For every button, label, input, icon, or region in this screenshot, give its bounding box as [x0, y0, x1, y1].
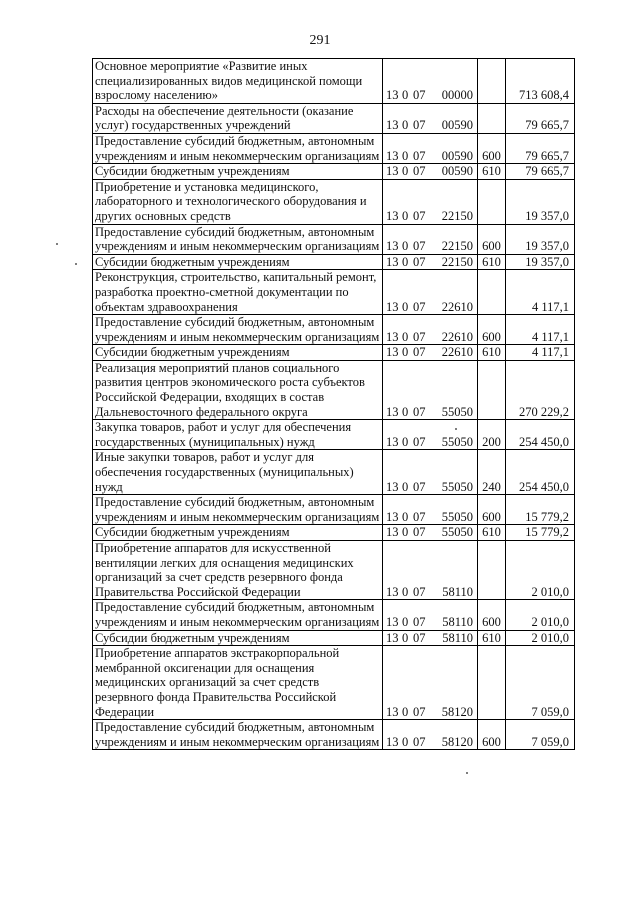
code-part: 0	[402, 118, 409, 133]
row-amount: 19 357,0	[506, 224, 575, 254]
code-part: 00590	[441, 148, 473, 163]
table-row	[93, 525, 575, 541]
code-part: 0	[402, 630, 409, 645]
table-row	[93, 224, 575, 254]
code-part: 07	[413, 164, 426, 179]
row-expense-type	[478, 270, 506, 315]
table-row	[93, 59, 575, 104]
code-part: 0	[402, 345, 409, 360]
row-expense-type: 600	[478, 600, 506, 630]
code-part: 0	[402, 208, 409, 223]
row-code	[383, 720, 478, 750]
row-expense-type: 600	[478, 224, 506, 254]
row-amount: 79 665,7	[506, 164, 575, 180]
code-part: 07	[413, 239, 426, 254]
code-part: 13	[386, 254, 399, 269]
row-expense-type: 610	[478, 164, 506, 180]
scan-speck	[75, 263, 77, 265]
code-part: 22150	[441, 239, 473, 254]
row-name: Иные закупки товаров, работ и услуг для обеспечения государственных (муниципальных) нужд	[93, 450, 383, 495]
code-part: 55050	[441, 479, 473, 494]
code-part: 07	[413, 630, 426, 645]
code-part: 58110	[442, 630, 473, 645]
code-part: 0	[402, 299, 409, 314]
row-expense-type: 610	[478, 254, 506, 270]
table-row	[93, 495, 575, 525]
code-part: 13	[386, 329, 399, 344]
row-amount: 15 779,2	[506, 495, 575, 525]
code-part: 07	[413, 614, 426, 629]
code-part: 55050	[441, 404, 473, 419]
row-code	[383, 103, 478, 133]
code-part: 07	[413, 434, 426, 449]
row-expense-type: 610	[478, 630, 506, 646]
row-code	[383, 495, 478, 525]
code-part: 13	[386, 614, 399, 629]
row-code	[383, 270, 478, 315]
row-code	[383, 420, 478, 450]
code-part: 07	[413, 734, 426, 749]
row-amount: 254 450,0	[506, 450, 575, 495]
row-code	[383, 600, 478, 630]
code-part: 0	[402, 584, 409, 599]
code-part: 13	[386, 704, 399, 719]
table-row	[93, 646, 575, 720]
code-part: 58110	[442, 614, 473, 629]
row-expense-type: 600	[478, 495, 506, 525]
row-amount: 2 010,0	[506, 630, 575, 646]
row-name: Субсидии бюджетным учреждениям	[93, 630, 383, 646]
row-name: Предоставление субсидий бюджетным, автономным учреждениям и иным некоммерческим организациям	[93, 133, 383, 163]
row-amount: 7 059,0	[506, 646, 575, 720]
row-name: Субсидии бюджетным учреждениям	[93, 254, 383, 270]
code-part: 58120	[441, 734, 473, 749]
code-part: 0	[402, 254, 409, 269]
code-part: 07	[413, 299, 426, 314]
row-name: Субсидии бюджетным учреждениям	[93, 345, 383, 361]
row-name: Предоставление субсидий бюджетным, автономным учреждениям и иным некоммерческим организациям	[93, 315, 383, 345]
row-code	[383, 541, 478, 600]
code-part: 13	[386, 148, 399, 163]
code-part: 13	[386, 734, 399, 749]
table-row	[93, 541, 575, 600]
code-part: 07	[413, 118, 426, 133]
code-part: 07	[413, 525, 426, 540]
code-part: 13	[386, 434, 399, 449]
table-row	[93, 315, 575, 345]
row-name: Субсидии бюджетным учреждениям	[93, 164, 383, 180]
code-part: 00590	[441, 164, 473, 179]
code-part: 55050	[441, 509, 473, 524]
code-part: 07	[413, 329, 426, 344]
code-part: 0	[402, 525, 409, 540]
row-name: Субсидии бюджетным учреждениям	[93, 525, 383, 541]
code-part: 13	[386, 345, 399, 360]
row-name: Приобретение аппаратов для искусственной вентиляции легких для оснащения медицинских организаций за счет средств резервного фонда Правительства Российской Федерации	[93, 541, 383, 600]
code-part: 0	[402, 614, 409, 629]
code-part: 13	[386, 525, 399, 540]
code-part: 0	[402, 734, 409, 749]
table-row	[93, 164, 575, 180]
code-part: 22610	[441, 345, 473, 360]
row-code	[383, 179, 478, 224]
row-code	[383, 646, 478, 720]
row-expense-type: 200	[478, 420, 506, 450]
row-name: Расходы на обеспечение деятельности (оказание услуг) государственных учреждений	[93, 103, 383, 133]
row-amount: 79 665,7	[506, 133, 575, 163]
code-part: 13	[386, 584, 399, 599]
row-code	[383, 315, 478, 345]
row-code	[383, 525, 478, 541]
row-code	[383, 345, 478, 361]
page-number: 291	[309, 33, 331, 48]
row-expense-type: 610	[478, 345, 506, 361]
code-part: 07	[413, 88, 426, 103]
code-part: 0	[402, 239, 409, 254]
code-part: 07	[413, 704, 426, 719]
code-part: 0	[402, 88, 409, 103]
code-part: 13	[386, 509, 399, 524]
code-part: 13	[386, 479, 399, 494]
code-part: 0	[402, 148, 409, 163]
row-amount: 2 010,0	[506, 600, 575, 630]
code-part: 55050	[441, 525, 473, 540]
table-row	[93, 103, 575, 133]
row-amount: 15 779,2	[506, 525, 575, 541]
scan-speck	[455, 428, 457, 430]
code-part: 22610	[441, 329, 473, 344]
budget-table	[92, 58, 575, 750]
code-part: 0	[402, 704, 409, 719]
row-name: Предоставление субсидий бюджетным, автономным учреждениям и иным некоммерческим организациям	[93, 495, 383, 525]
code-part: 13	[386, 208, 399, 223]
code-part: 07	[413, 254, 426, 269]
code-part: 07	[413, 208, 426, 223]
row-name: Закупка товаров, работ и услуг для обеспечения государственных (муниципальных) нужд	[93, 420, 383, 450]
row-code	[383, 59, 478, 104]
code-part: 13	[386, 404, 399, 419]
table-row	[93, 450, 575, 495]
row-amount: 4 117,1	[506, 270, 575, 315]
table-row	[93, 420, 575, 450]
row-expense-type: 600	[478, 720, 506, 750]
code-part: 58110	[442, 584, 473, 599]
row-name: Предоставление субсидий бюджетным, автономным учреждениям и иным некоммерческим организациям	[93, 600, 383, 630]
table-row	[93, 254, 575, 270]
table-row	[93, 600, 575, 630]
row-code	[383, 630, 478, 646]
code-part: 0	[402, 404, 409, 419]
row-expense-type: 600	[478, 315, 506, 345]
row-amount: 254 450,0	[506, 420, 575, 450]
code-part: 0	[402, 329, 409, 344]
row-code	[383, 224, 478, 254]
code-part: 07	[413, 509, 426, 524]
row-code	[383, 164, 478, 180]
code-part: 0	[402, 509, 409, 524]
row-amount: 2 010,0	[506, 541, 575, 600]
code-part: 58120	[441, 704, 473, 719]
row-amount: 79 665,7	[506, 103, 575, 133]
code-part: 0	[402, 434, 409, 449]
row-expense-type: 240	[478, 450, 506, 495]
row-name: Основное мероприятие «Развитие иных специализированных видов медицинской помощи взрослому населению»	[93, 59, 383, 104]
row-code	[383, 450, 478, 495]
code-part: 13	[386, 299, 399, 314]
table-row	[93, 179, 575, 224]
table-row	[93, 630, 575, 646]
table-row	[93, 360, 575, 419]
budget-table-body	[93, 59, 575, 750]
code-part: 13	[386, 118, 399, 133]
row-expense-type: 610	[478, 525, 506, 541]
row-name: Приобретение и установка медицинского, лабораторного и технологического оборудования и других основных средств	[93, 179, 383, 224]
row-expense-type	[478, 541, 506, 600]
code-part: 0	[402, 479, 409, 494]
row-name: Реализация мероприятий планов социального развития центров экономического роста субъектов Российской Федерации, входящих в состав Дальневосточного федерального округа	[93, 360, 383, 419]
code-part: 22150	[441, 208, 473, 223]
row-amount: 4 117,1	[506, 315, 575, 345]
row-amount: 4 117,1	[506, 345, 575, 361]
row-expense-type	[478, 646, 506, 720]
row-code	[383, 133, 478, 163]
row-amount: 713 608,4	[506, 59, 575, 104]
row-amount: 7 059,0	[506, 720, 575, 750]
table-row	[93, 345, 575, 361]
row-expense-type	[478, 360, 506, 419]
row-code	[383, 360, 478, 419]
code-part: 07	[413, 404, 426, 419]
row-amount: 270 229,2	[506, 360, 575, 419]
code-part: 00000	[441, 88, 473, 103]
row-name: Предоставление субсидий бюджетным, автономным учреждениям и иным некоммерческим организациям	[93, 720, 383, 750]
table-row	[93, 720, 575, 750]
row-expense-type	[478, 103, 506, 133]
code-part: 13	[386, 88, 399, 103]
row-expense-type: 600	[478, 133, 506, 163]
row-name: Приобретение аппаратов экстракорпоральной мембранной оксигенации для оснащения медицинских организаций за счет средств резервного фонда Правительства Российской Федерации	[93, 646, 383, 720]
code-part: 07	[413, 148, 426, 163]
code-part: 22610	[441, 299, 473, 314]
row-amount: 19 357,0	[506, 179, 575, 224]
table-row	[93, 270, 575, 315]
scan-speck	[466, 772, 468, 774]
row-expense-type	[478, 179, 506, 224]
row-amount: 19 357,0	[506, 254, 575, 270]
code-part: 13	[386, 239, 399, 254]
code-part: 13	[386, 164, 399, 179]
code-part: 55050	[441, 434, 473, 449]
table-row	[93, 133, 575, 163]
row-expense-type	[478, 59, 506, 104]
code-part: 0	[402, 164, 409, 179]
code-part: 00590	[441, 118, 473, 133]
code-part: 13	[386, 630, 399, 645]
row-code	[383, 254, 478, 270]
row-name: Предоставление субсидий бюджетным, автономным учреждениям и иным некоммерческим организациям	[93, 224, 383, 254]
code-part: 22150	[441, 254, 473, 269]
row-name: Реконструкция, строительство, капитальный ремонт, разработка проектно-сметной документации по объектам здравоохранения	[93, 270, 383, 315]
code-part: 07	[413, 345, 426, 360]
code-part: 07	[413, 584, 426, 599]
code-part: 07	[413, 479, 426, 494]
scan-speck	[56, 243, 58, 245]
